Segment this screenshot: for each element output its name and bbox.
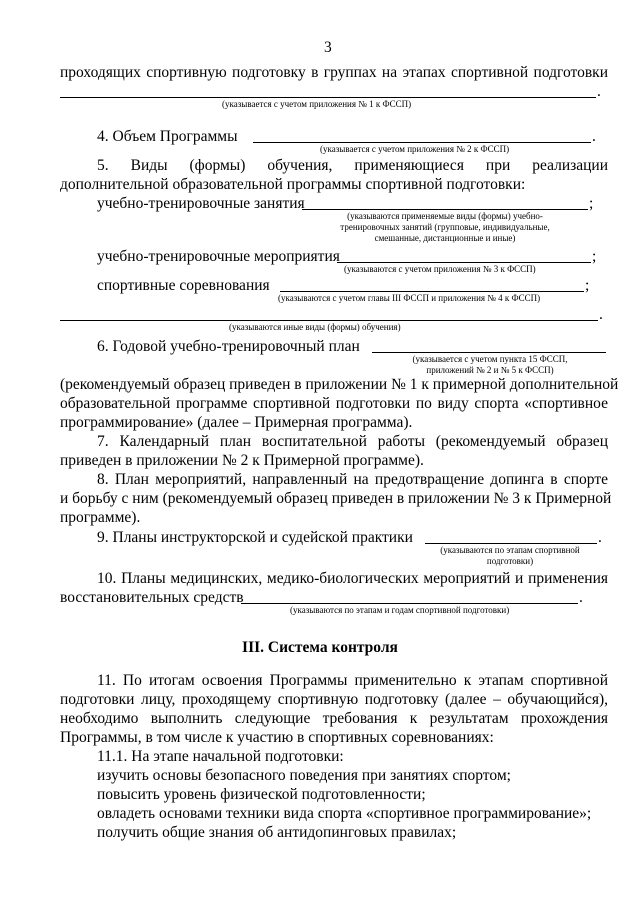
- punctuation: ;: [589, 195, 594, 212]
- field-hint: [380, 354, 600, 376]
- text-line: проходящих спортивную подготовку в группах на этапах спортивной подготовки: [60, 64, 608, 81]
- field-hint: (указываются с учетом приложения № 3 к ФССП): [344, 264, 536, 274]
- punctuation: ;: [592, 248, 597, 265]
- form-label: учебно-тренировочные мероприятия: [97, 248, 340, 265]
- fill-in-line: [241, 603, 578, 604]
- field-hint: (указывается с учетом приложения № 2 к ФССП): [320, 144, 510, 154]
- list-item: повысить уровень физической подготовленности;: [97, 786, 426, 803]
- item-9-text: 9. Планы инструкторской и судейской практики: [97, 529, 413, 546]
- text-line: приведен в приложении № 2 к Примерной программе).: [60, 452, 424, 469]
- page-number: 3: [324, 39, 332, 56]
- fill-in-line: [425, 543, 597, 544]
- fill-in-line: [60, 97, 596, 98]
- field-hint: [420, 545, 600, 567]
- field-hint: (указываются иные виды (формы) обучения): [229, 322, 401, 332]
- fill-in-line: [372, 352, 606, 353]
- fill-in-line: [60, 320, 598, 321]
- punctuation: .: [579, 589, 583, 606]
- fill-in-line: [280, 291, 584, 292]
- field-hint: (указываются по этапам и годам спортивной подготовки): [290, 605, 510, 615]
- form-label: учебно-тренировочные занятия: [97, 195, 305, 212]
- field-hint: [300, 211, 590, 244]
- text-line: необходимо выполнить следующие требования к результатам прохождения: [60, 710, 608, 727]
- field-hint-line: смешанные, дистанционные и иные): [374, 233, 516, 243]
- text-line: и борьбу с ним (рекомендуемый образец приведен в приложении № 3 к Примерной: [60, 490, 612, 507]
- fill-in-line: [302, 209, 588, 210]
- item-10-text: 10. Планы медицинских, медико-биологических мероприятий и применения: [97, 570, 608, 587]
- list-item: овладеть основами техники вида спорта «спортивное программирование»;: [97, 805, 592, 822]
- punctuation: .: [598, 529, 602, 546]
- field-hint-line: приложений № 2 и № 5 к ФССП): [426, 365, 554, 375]
- field-hint-line: тренировочных занятий (групповые, индивидуальные,: [340, 222, 550, 232]
- field-hint: (указываются с учетом главы III ФССП и приложения № 4 к ФССП): [278, 293, 541, 303]
- text-line: программе).: [60, 509, 141, 526]
- text-line: дополнительной образовательной программы спортивной подготовки:: [60, 176, 526, 193]
- item-6-text: 6. Годовой учебно-тренировочный план: [97, 338, 360, 355]
- item-7-text: 7. Календарный план воспитательной работы (рекомендуемый образец: [97, 433, 608, 450]
- punctuation: .: [599, 306, 603, 323]
- field-hint-line: (указываются применяемые виды (формы) учебно-: [347, 211, 543, 221]
- fill-in-line: [337, 262, 591, 263]
- item-5-text: 5. Виды (формы) обучения, применяющиеся при реализации: [97, 157, 608, 174]
- text-line: Программы, в том числе к участию в спортивных соревнованиях:: [60, 729, 494, 746]
- field-hint-line: (указывается с учетом пункта 15 ФССП,: [412, 354, 568, 364]
- form-label: спортивные соревнования: [97, 277, 270, 294]
- text-line: образовательной программе спортивной подготовки по виду спорта «спортивное: [60, 395, 608, 412]
- punctuation: ;: [585, 277, 590, 294]
- text-line: подготовки лицу, проходящему спортивную подготовку (далее – обучающийся),: [60, 691, 608, 708]
- field-hint-line: (указываются по этапам спортивной: [440, 545, 580, 555]
- list-item: изучить основы безопасного поведения при занятиях спортом;: [97, 767, 511, 784]
- fill-in-line: [253, 142, 591, 143]
- list-item: получить общие знания об антидопинговых правилах;: [97, 824, 457, 841]
- punctuation: .: [597, 83, 601, 100]
- text-line: программирование» (далее – Примерная программа).: [60, 414, 413, 431]
- text-line: (рекомендуемый образец приведен в приложении № 1 к примерной дополнительной: [60, 376, 619, 393]
- field-hint-line: подготовки): [486, 556, 534, 566]
- punctuation: .: [592, 128, 596, 145]
- text-line: восстановительных средств: [60, 589, 244, 606]
- item-4-text: 4. Объем Программы: [97, 128, 238, 145]
- item-8-text: 8. План мероприятий, направленный на предотвращение допинга в спорте: [97, 471, 608, 488]
- field-hint: (указывается с учетом приложения № 1 к ФССП): [222, 99, 412, 109]
- subitem-11-1: 11.1. На этапе начальной подготовки:: [97, 748, 344, 765]
- item-11-text: 11. По итогам освоения Программы применительно к этапам спортивной: [97, 672, 608, 689]
- section-heading: III. Система контроля: [242, 639, 398, 656]
